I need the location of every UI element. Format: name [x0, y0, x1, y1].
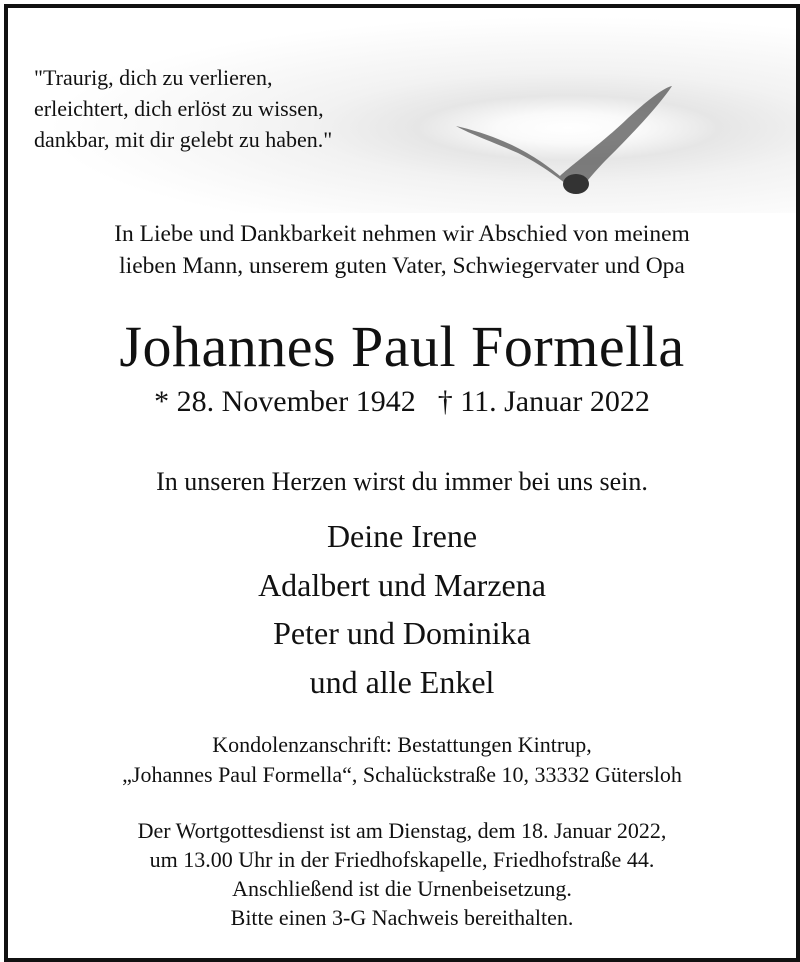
obituary-notice [4, 4, 800, 962]
service-line: Bitte einen 3-G Nachweis bereithalten. [230, 905, 574, 930]
quote [34, 62, 332, 155]
signer: und alle Enkel [309, 663, 495, 700]
condolence-address [8, 730, 796, 790]
life-dates [8, 382, 796, 422]
intro-line: lieben Mann, unserem guten Vater, Schwiegervater und Opa [119, 253, 685, 279]
birth-date: * 28. November 1942 [154, 385, 416, 418]
motto: In unseren Herzen wirst du immer bei uns sein. [156, 467, 648, 496]
intro-line: In Liebe und Dankbarkeit nehmen wir Abschied von meinem [114, 221, 690, 247]
signer: Peter und Dominika [273, 615, 531, 651]
death-date: † 11. Januar 2022 [437, 385, 650, 418]
service-line: Der Wortgottesdienst ist am Dienstag, dem 18. Januar 2022, [137, 818, 667, 843]
address-line: Kondolenzanschrift: Bestattungen Kintrup, [212, 732, 592, 757]
address-line: „Johannes Paul Formella“, Schalückstraße 10, 33332 Gütersloh [122, 762, 682, 787]
deceased-name: Johannes Paul Formella [119, 314, 685, 379]
quote-line: "Traurig, dich zu verlieren, [34, 65, 273, 90]
quote-line: erleichtert, dich erlöst zu wissen, [34, 96, 324, 121]
signer: Deine Irene [326, 518, 478, 554]
quote-line: dankbar, mit dir gelebt zu haben." [34, 127, 333, 152]
service-line: Anschließend ist die Urnenbeisetzung. [232, 876, 572, 901]
signers [8, 512, 796, 706]
intro-text [8, 218, 796, 282]
service-line: um 13.00 Uhr in der Friedhofskapelle, Friedhofstraße 44. [149, 847, 655, 872]
signer: Adalbert und Marzena [258, 566, 546, 603]
service-info [8, 816, 796, 932]
